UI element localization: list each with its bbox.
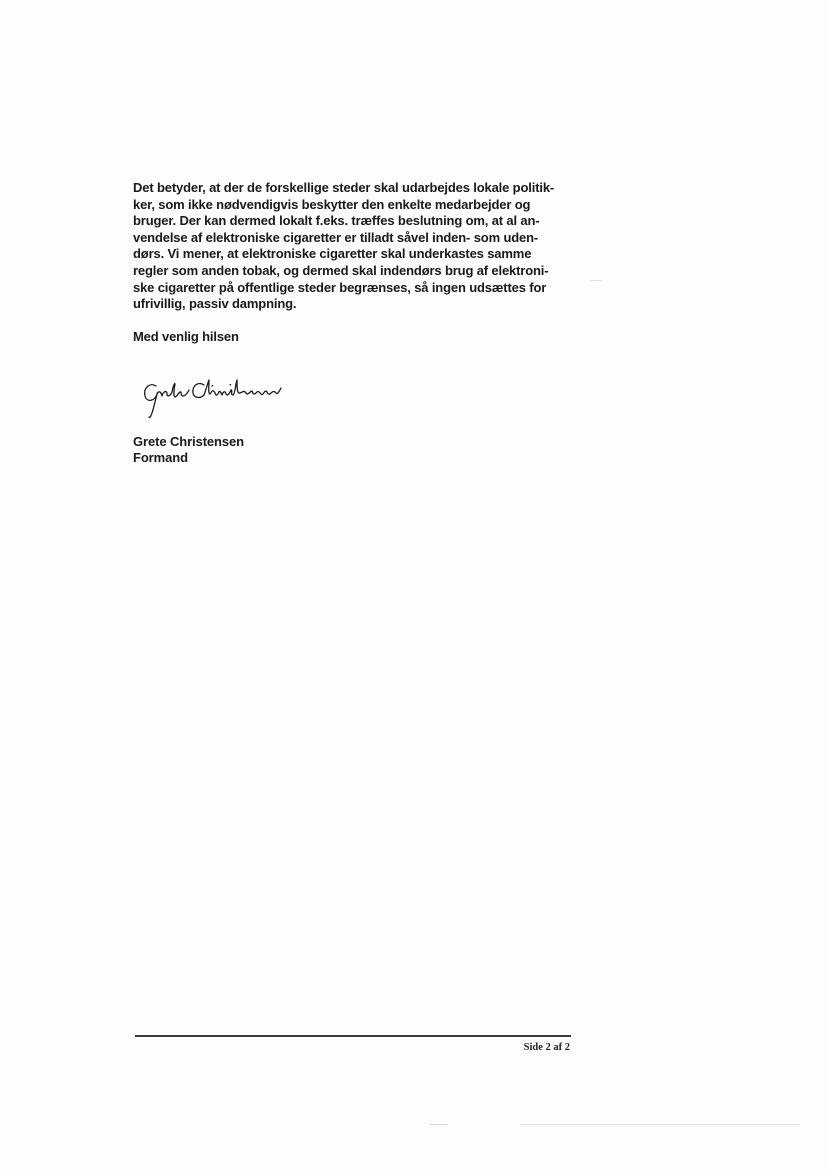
signer-title: Formand [133,450,188,465]
footer-divider [135,1035,571,1037]
page-number: Side 2 af 2 [523,1042,570,1053]
signer-name: Grete Christensen [133,434,245,449]
letter-paragraph [133,180,603,313]
handwritten-signature [140,372,290,422]
closing-salutation: Med venlig hilsen [133,329,239,344]
paragraph-line: bruger. Der kan dermed lokalt f.eks. træffes beslutning om, at al an- [133,213,540,229]
paragraph-line: dørs. Vi mener, at elektroniske cigaretter skal underkastes samme [133,246,532,262]
scan-artifact [430,1124,448,1125]
scan-artifact [590,280,602,281]
paragraph-line: Det betyder, at der de forskellige steder skal udarbejdes lokale politik- [133,180,555,195]
paragraph-line: regler som anden tobak, og dermed skal indendørs brug af elektroni- [133,262,549,278]
paragraph-line: ufrivillig, passiv dampning. [133,296,297,312]
scan-artifact [520,1124,800,1125]
paragraph-line: ker, som ikke nødvendigvis beskytter den enkelte medarbejder og [133,196,531,212]
paragraph-line: ske cigaretter på offentlige steder begrænses, så ingen udsættes for [133,279,547,295]
signer-block [133,434,244,466]
paragraph-line: vendelse af elektroniske cigaretter er tilladt såvel inden- som uden- [133,229,539,245]
